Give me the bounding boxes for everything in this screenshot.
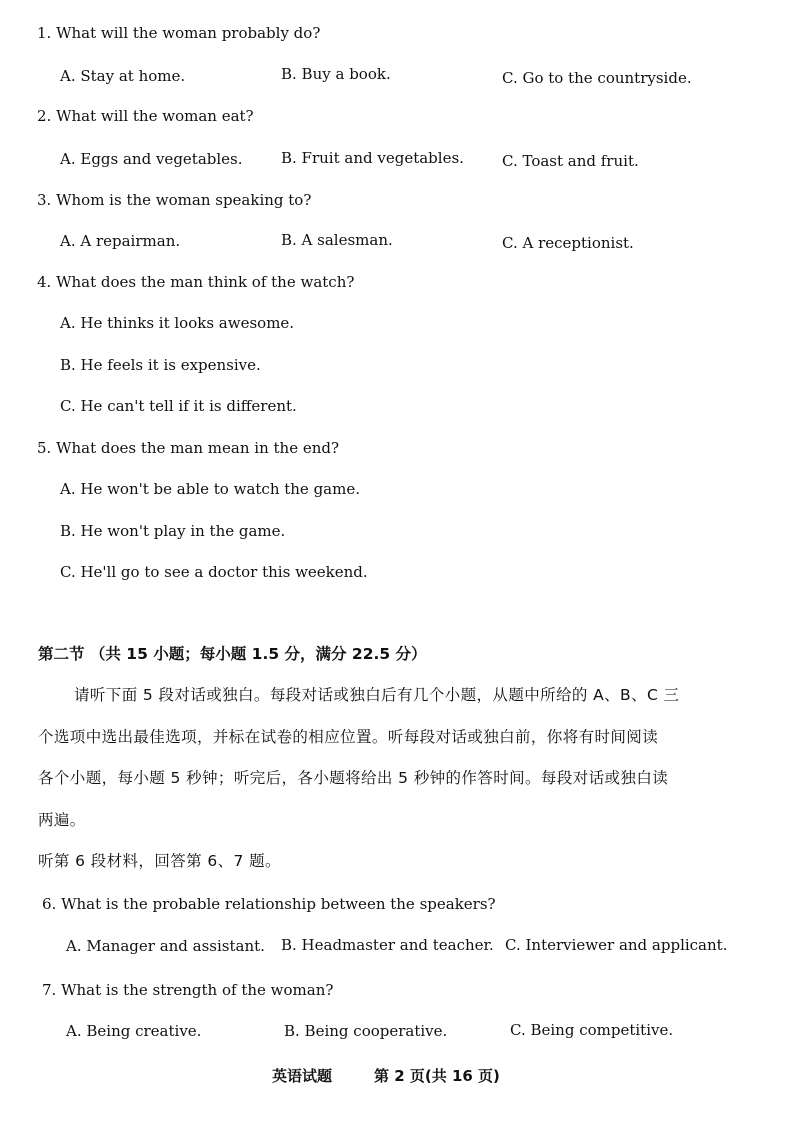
section-title: 第二节 （共 15 小题；每小题 1.5 分，满分 22.5 分）: [38, 645, 427, 663]
option-c: C. He can't tell if it is different.: [60, 397, 297, 415]
footer-page-number: 第 2 页(共 16 页): [374, 1067, 500, 1085]
option-b: B. Buy a book.: [281, 65, 391, 83]
option-b: B. He won't play in the game.: [60, 522, 286, 540]
footer-subject: 英语试题: [272, 1067, 333, 1085]
option-b: B. A salesman.: [281, 231, 393, 249]
option-a: A. He thinks it looks awesome.: [60, 314, 295, 332]
option-c: C. Toast and fruit.: [502, 152, 639, 170]
option-a: A. Manager and assistant.: [66, 937, 265, 955]
option-c: C. Go to the countryside.: [502, 69, 692, 87]
option-c: C. A receptionist.: [502, 234, 634, 252]
option-a: A. He won't be able to watch the game.: [60, 480, 360, 498]
question-stem: 2. What will the woman eat?: [37, 107, 254, 125]
option-a: A. Eggs and vegetables.: [60, 150, 243, 168]
question-stem: 3. Whom is the woman speaking to?: [37, 191, 312, 209]
option-b: B. Fruit and vegetables.: [281, 149, 464, 167]
instruction-line: 个选项中选出最佳选项，并标在试卷的相应位置。听每段对话或独白前，你将有时间阅读: [38, 728, 659, 746]
material-note: 听第 6 段材料，回答第 6、7 题。: [38, 852, 281, 870]
option-a: A. Stay at home.: [60, 67, 186, 85]
option-c: C. Being competitive.: [510, 1021, 674, 1039]
question-stem: 4. What does the man think of the watch?: [37, 273, 355, 291]
instruction-line: 各个小题，每小题 5 秒钟；听完后，各小题将给出 5 秒钟的作答时间。每段对话或独白读: [38, 769, 669, 787]
question-stem: 6. What is the probable relationship between the speakers?: [42, 895, 496, 913]
option-a: A. Being creative.: [66, 1022, 202, 1040]
question-stem: 7. What is the strength of the woman?: [42, 981, 334, 999]
option-b: B. He feels it is expensive.: [60, 356, 261, 374]
option-a: A. A repairman.: [60, 232, 181, 250]
option-b: B. Being cooperative.: [284, 1022, 448, 1040]
option-b: B. Headmaster and teacher.: [281, 936, 494, 954]
instruction-line: 请听下面 5 段对话或独白。每段对话或独白后有几个小题，从题中所给的 A、B、C 三: [74, 686, 680, 704]
option-c: C. Interviewer and applicant.: [505, 936, 728, 954]
question-stem: 5. What does the man mean in the end?: [37, 439, 340, 457]
option-c: C. He'll go to see a doctor this weekend.: [60, 563, 368, 581]
question-stem: 1. What will the woman probably do?: [37, 24, 321, 42]
instruction-line: 两遍。: [38, 811, 86, 829]
